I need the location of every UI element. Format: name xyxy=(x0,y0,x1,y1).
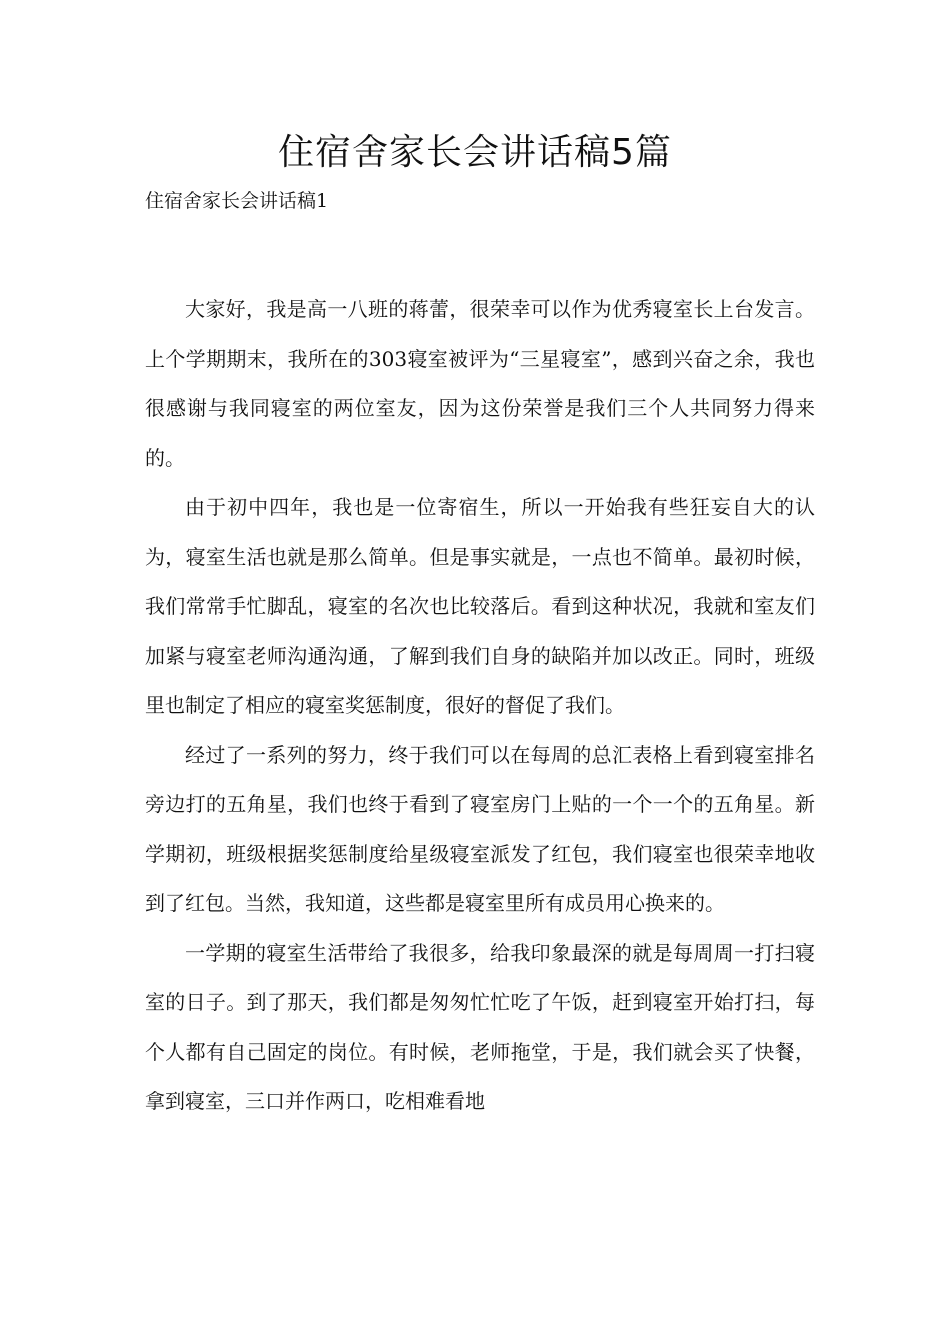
section-title: 住宿舍家长会讲话稿1 xyxy=(145,190,329,212)
paragraph: 经过了一系列的努力，终于我们可以在每周的总汇表格上看到寝室排名旁边打的五角星，我们也终于看到了寝室房门上贴的一个一个的五角星。新学期初，班级根据奖惩制度给星级寝室派发了红包，我们寝室也很荣幸地收到了红包。当然，我知道，这些都是寝室里所有成员用心换来的。 xyxy=(145,742,815,915)
paragraph: 一学期的寝室生活带给了我很多，给我印象最深的就是每周周一打扫寝室的日子。到了那天，我们都是匆匆忙忙吃了午饭，赶到寝室开始打扫，每个人都有自己固定的岗位。有时候，老师拖堂，于是，我们就会买了快餐，拿到寝室，三口并作两口，吃相难看地 xyxy=(145,940,815,1113)
paragraph: 由于初中四年，我也是一位寄宿生，所以一开始我有些狂妄自大的认为，寝室生活也就是那么简单。但是事实就是，一点也不简单。最初时候，我们常常手忙脚乱，寝室的名次也比较落后。看到这种状况，我就和室友们加紧与寝室老师沟通沟通，了解到我们自身的缺陷并加以改正。同时，班级里也制定了相应的寝室奖惩制度，很好的督促了我们。 xyxy=(145,495,815,717)
document-title: 住宿舍家长会讲话稿5篇 xyxy=(278,132,672,173)
paragraph: 大家好，我是高一八班的蒋蕾，很荣幸可以作为优秀寝室长上台发言。上个学期期末，我所在的303寝室被评为“三星寝室”，感到兴奋之余，我也很感谢与我同寝室的两位室友，因为这份荣誉是我们三个人共同努力得来的。 xyxy=(145,297,815,470)
document-body xyxy=(145,285,815,1127)
